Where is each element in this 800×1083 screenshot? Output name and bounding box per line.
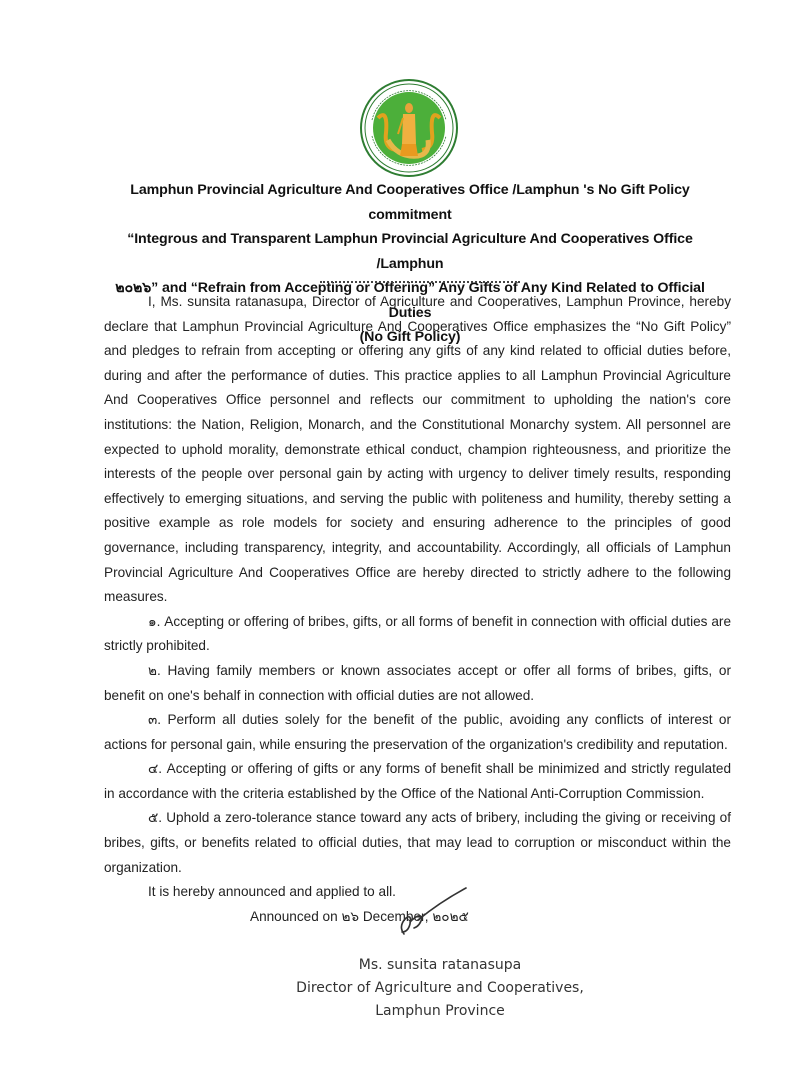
- measure-item-3: ๓. Perform all duties solely for the benefit of the public, avoiding any conflicts of interest or actions for personal gain, while ensuring the preservation of the organization's credibility and reputation.: [104, 712, 731, 752]
- agriculture-office-emblem-icon: [358, 78, 460, 178]
- title-line: ๒๐๒๖” and “Refrain from Accepting or Offering” Any Gifts of Any Kind Related to Official Duties: [115, 280, 705, 321]
- title-line: “Integrous and Transparent Lamphun Provincial Agriculture And Cooperatives Office /Lamphun: [127, 231, 693, 272]
- signer-name: Ms. sunsita ratanasupa: [358, 957, 522, 973]
- measure-item-2: ๒. Having family members or known associates accept or offer all forms of bribes, gifts, or benefit on one's behalf in connection with official duties are not allowed.: [104, 662, 731, 703]
- dotted-separator: [320, 277, 520, 283]
- document-body: [104, 290, 731, 929]
- title-line: (No Gift Policy): [359, 329, 461, 345]
- closing-statement: It is hereby announced and applied to all.: [148, 884, 396, 900]
- title-line: Lamphun Provincial Agriculture And Cooperatives Office /Lamphun 's No Gift Policy commitment: [130, 182, 690, 223]
- handwritten-signature-icon: [390, 882, 470, 942]
- announcement-date: Announced on ๒๖ December, ๒๐๒๕: [250, 908, 469, 924]
- measure-item-1: ๑. Accepting or offering of bribes, gifts, or all forms of benefit in connection with official duties are strictly prohibited.: [104, 613, 731, 654]
- signer-province: Lamphun Province: [375, 1003, 505, 1019]
- intro-paragraph: I, Ms. sunsita ratanasupa, Director of Agriculture and Cooperatives, Lamphun Province, hereby declare that Lamphun Provincial Agriculture And Cooperatives Office emphasizes the “No Gift Policy” and pledges to refrain from accepting or offering any gifts of any kind related to official duties before, during and after the performance of duties. This practice applies to all Lamphun Provincial Agriculture And Cooperatives Office personnel and reflects our commitment to upholding the nation's core institutions: the Nation, Religion, Monarch, and the Constitutional Monarchy system. All personnel are expected to uphold morality, demonstrate ethical conduct, champion righteousness, and prioritize the interests of the people over personal gain by acting with urgency to deliver timely results, responding effectively to emerging situations, and serving the public with politeness and humility, thereby setting a positive example as role models for society and ensuring adherence to the principles of good governance, including transparency, integrity, and accountability. Accordingly, all officials of Lamphun Provincial Agriculture And Cooperatives Office are hereby directed to strictly adhere to the following measures.: [104, 294, 731, 605]
- signer-position: Director of Agriculture and Cooperatives,: [296, 980, 584, 996]
- signer-block: [280, 954, 600, 1023]
- measure-item-5: ๕. Uphold a zero-tolerance stance toward any acts of bribery, including the giving or receiving of bribes, gifts, or benefits related to official duties, that may lead to corruption or misconduct within the organization.: [104, 810, 731, 875]
- measure-item-4: ๔. Accepting or offering of gifts or any forms of benefit shall be minimized and strictly regulated in accordance with the criteria established by the Office of the National Anti-Corruption Commission.: [104, 761, 731, 801]
